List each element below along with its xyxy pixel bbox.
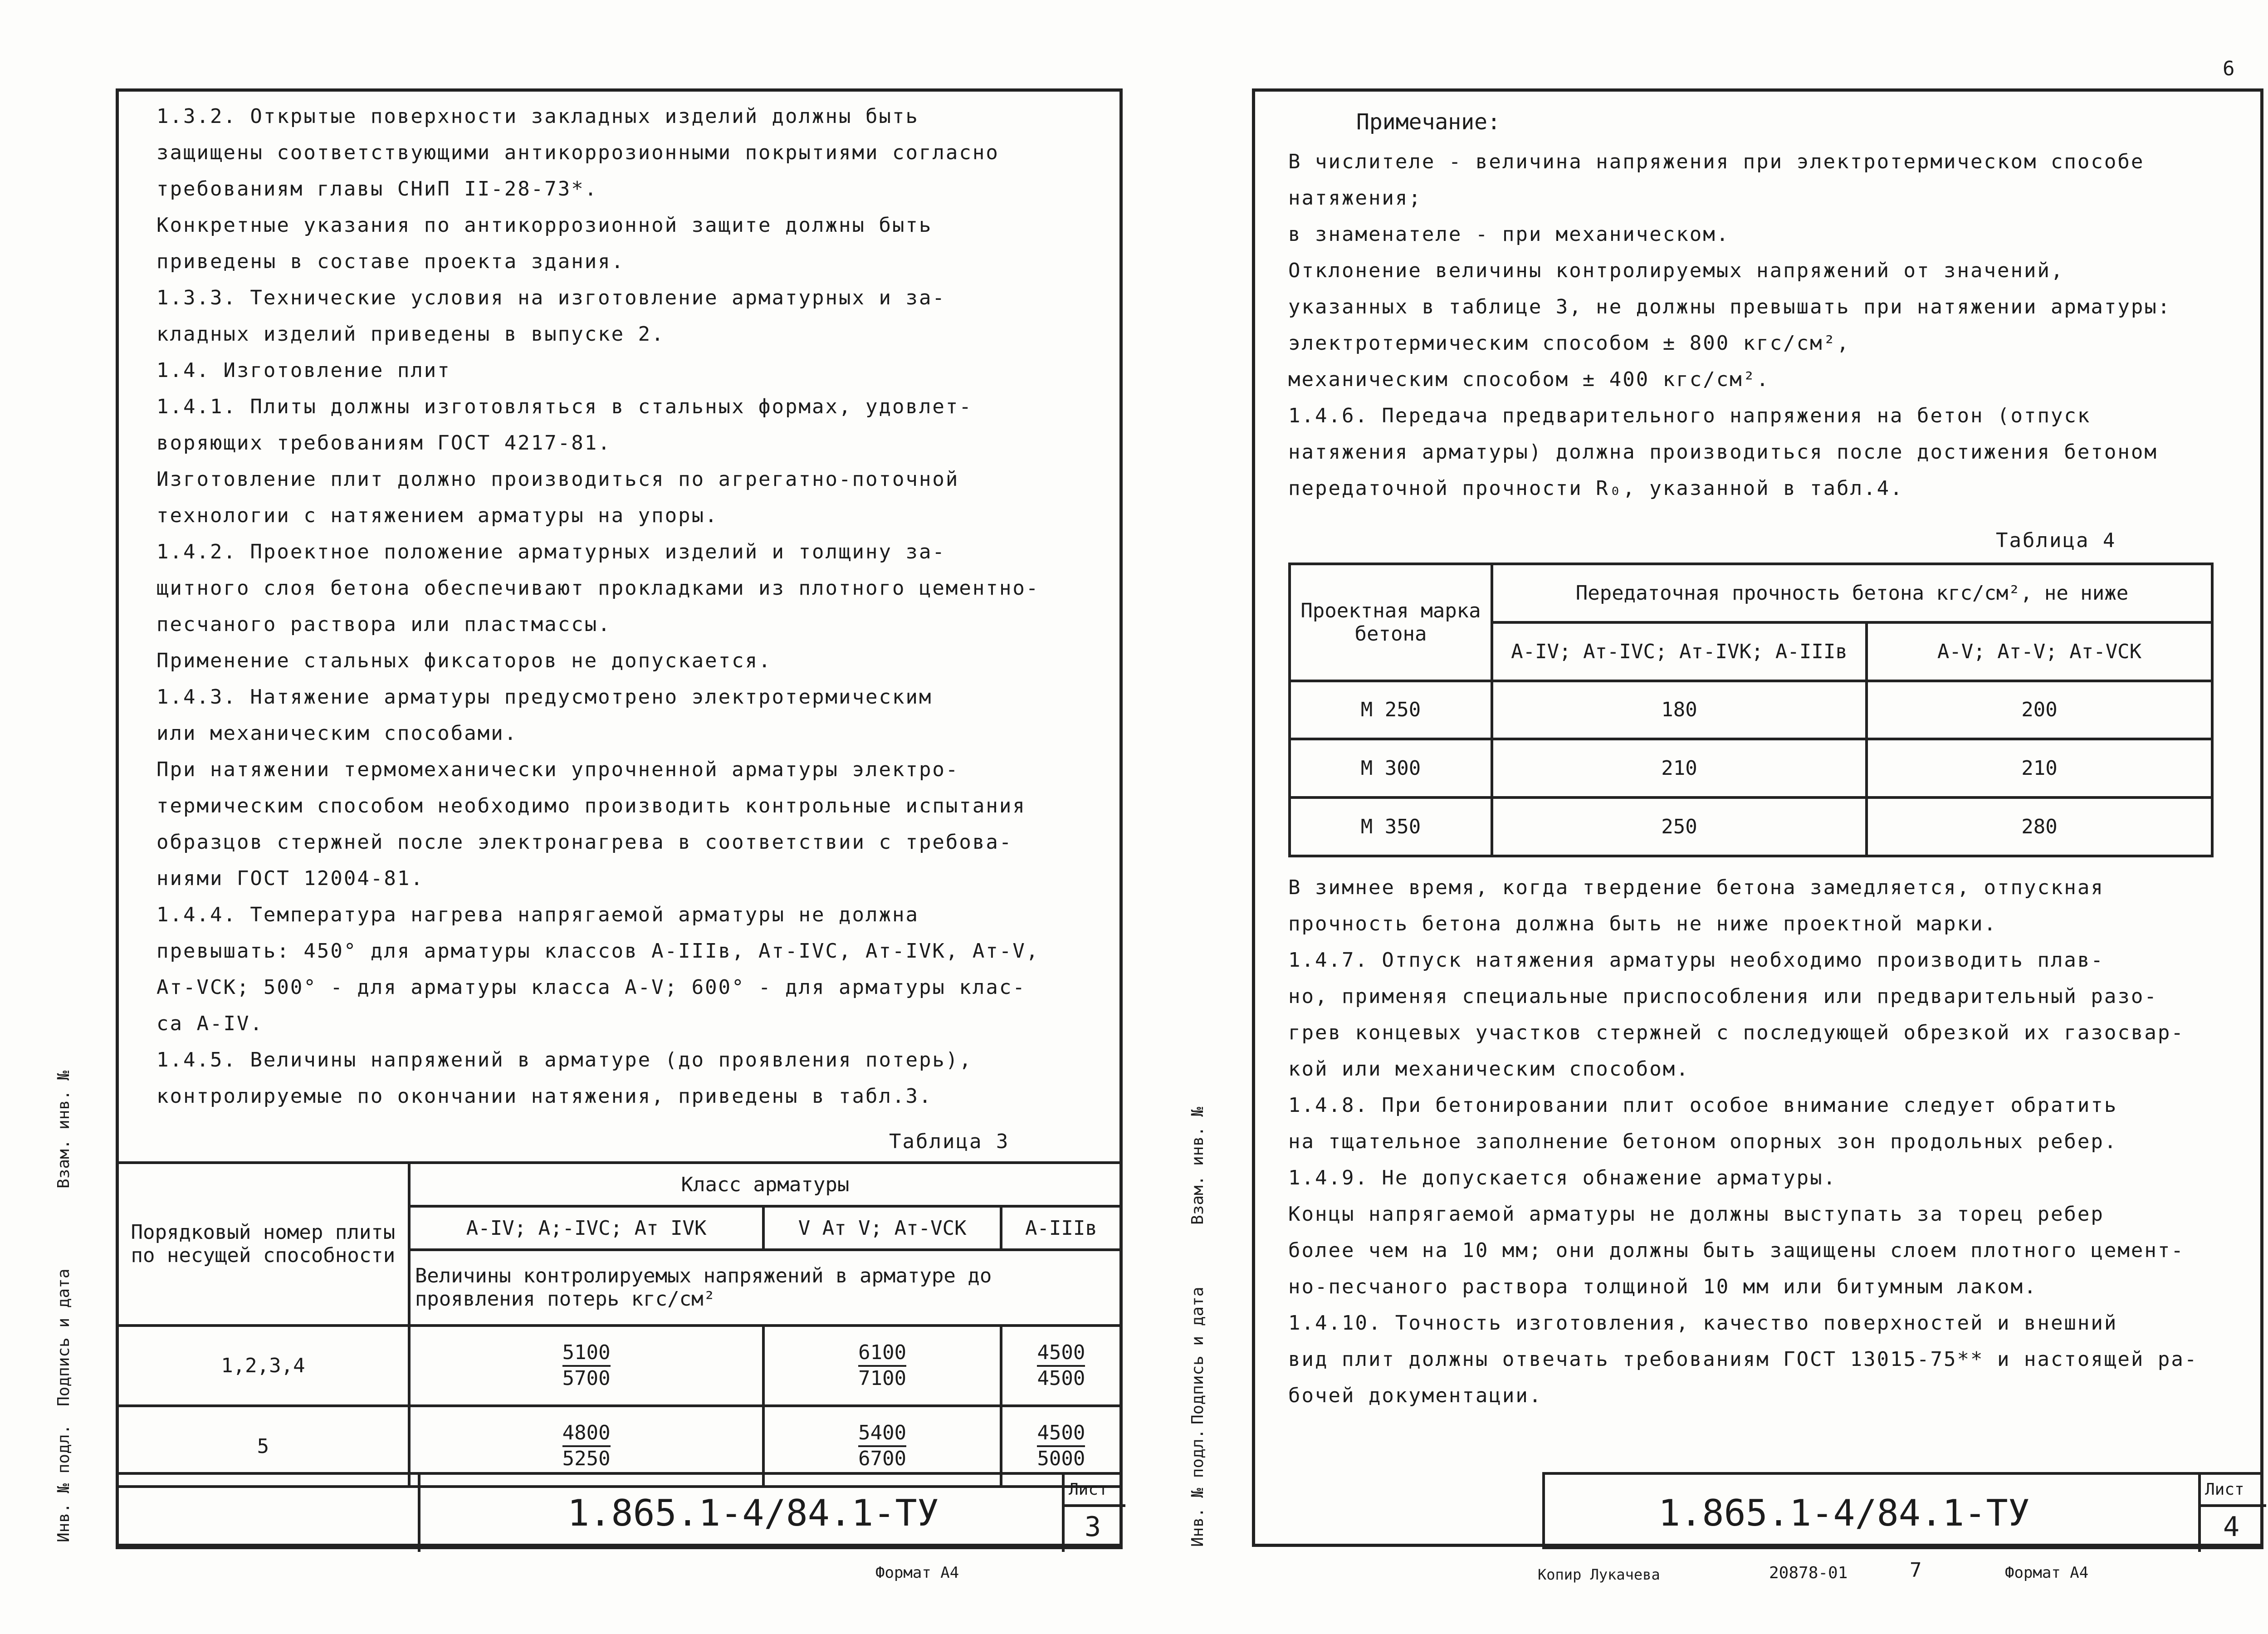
text-line: механическим способом ± 400 кгс/см². <box>1288 368 1770 391</box>
right-side-label-3: Инв. № подл. <box>1188 1429 1207 1547</box>
table4-sub1: А-IV; Ат-IVС; Ат-IVК; А-IIIв <box>1492 622 1867 681</box>
table4-row3-m: М 350 <box>1290 797 1492 856</box>
text-line: прочность бетона должна быть не ниже проектной марки. <box>1288 912 1997 935</box>
table3-sub2: V Ат V; Ат-VСК <box>763 1206 1001 1250</box>
table4-row3-b: 280 <box>1867 797 2212 856</box>
text-line: технологии с натяжением арматуры на упоры. <box>156 504 719 527</box>
left-format: Формат А4 <box>875 1564 959 1582</box>
table3-row1-a: $\frac{5100}{5700}$ <box>409 1326 764 1406</box>
table3-row1-num: 1,2,3,4 <box>117 1326 409 1406</box>
text-line: превышать: 450° для арматуры классов А-IIIв, Ат-IVС, Ат-IVК, Ат-V, <box>156 939 1040 963</box>
table4-row1-a: 180 <box>1492 681 1867 739</box>
text-line: в знаменателе - при механическом. <box>1288 223 1730 246</box>
text-line: натяжения арматуры) должна производиться после достижения бетоном <box>1288 440 2158 464</box>
right-note-title: Примечание: <box>1356 109 1501 135</box>
right-footer-num: 7 <box>1910 1559 1922 1582</box>
table3-row2-c: $\frac{4500}{5000}$ <box>1001 1406 1121 1487</box>
text-line: 1.4. Изготовление плит <box>156 359 451 382</box>
left-stamp-sheet-label: Лист <box>1069 1480 1108 1499</box>
text-line: щитного слоя бетона обеспечивают прокладками из плотного цементно- <box>156 577 1040 600</box>
text-line: 1.4.2. Проектное положение арматурных изделий и толщину за- <box>156 540 946 563</box>
table3-sub1: А-IV; А;-IVС; Ат IVК <box>409 1206 764 1250</box>
table3-sub3: А-IIIв <box>1001 1206 1121 1250</box>
table4-row1-m: М 250 <box>1290 681 1492 739</box>
table4-row3-a: 250 <box>1492 797 1867 856</box>
table4-row2-m: М 300 <box>1290 739 1492 797</box>
table-row <box>1290 797 2212 856</box>
table3-row1-c: $\frac{4500}{4500}$ <box>1001 1326 1121 1406</box>
table3-desc: Величины контролируемых напряжений в арматуре до проявления потерь кгс/см² <box>409 1250 1121 1326</box>
text-line: контролируемые по окончании натяжения, приведены в табл.3. <box>156 1085 933 1108</box>
right-top-mark: 6 <box>2223 57 2235 80</box>
right-stamp-sheet-label: Лист <box>2205 1480 2244 1499</box>
text-line: 1.3.2. Открытые поверхности закладных изделий должны быть <box>156 105 919 128</box>
text-line: 1.4.9. Не допускается обнажение арматуры. <box>1288 1166 1837 1189</box>
right-side-label-2: Подпись и дата <box>1188 1287 1207 1424</box>
table-4 <box>1288 563 2214 857</box>
table4-sub2: А-V; Ат-V; Ат-VСК <box>1867 622 2212 681</box>
right-side-label-1: Взам. инв. № <box>1188 1106 1207 1225</box>
text-line: на тщательное заполнение бетоном опорных зон продольных ребер. <box>1288 1130 2118 1153</box>
right-stamp-code: 1.865.1-4/84.1-ТУ <box>1658 1492 2030 1534</box>
table-row <box>1290 681 2212 739</box>
left-side-label-2: Подпись и дата <box>54 1268 73 1406</box>
table4-row2-a: 210 <box>1492 739 1867 797</box>
text-line: 1.3.3. Технические условия на изготовление арматурных и за- <box>156 286 946 309</box>
left-side-label-1: Взам. инв. № <box>54 1070 73 1189</box>
text-line: ниями ГОСТ 12004-81. <box>156 867 424 890</box>
text-line: Изготовление плит должно производиться по агрегатно-поточной <box>156 468 959 491</box>
text-line: 1.4.8. При бетонировании плит особое внимание следует обратить <box>1288 1094 2118 1117</box>
text-line: но-песчаного раствора толщиной 10 мм или битумным лаком. <box>1288 1275 2038 1298</box>
left-stamp-sheet-num: 3 <box>1085 1511 1101 1543</box>
text-line: кладных изделий приведены в выпуске 2. <box>156 323 665 346</box>
table4-row2-b: 210 <box>1867 739 2212 797</box>
table3-row2-num: 5 <box>117 1406 409 1487</box>
right-stamp <box>1542 1472 2263 1549</box>
text-line: требованиям главы СНиП II-28-73*. <box>156 177 598 201</box>
text-line: передаточной прочности R₀, указанной в табл.4. <box>1288 477 1904 500</box>
table3-caption: Таблица 3 <box>889 1130 1010 1153</box>
text-line: Применение стальных фиксаторов не допускается. <box>156 649 772 672</box>
table3-row1-b: $\frac{6100}{7100}$ <box>763 1326 1001 1406</box>
table4-caption: Таблица 4 <box>1996 529 2116 552</box>
text-line: 1.4.7. Отпуск натяжения арматуры необходимо производить плав- <box>1288 949 2104 972</box>
text-line: песчаного раствора или пластмассы. <box>156 613 611 636</box>
text-line: но, применяя специальные приспособления или предварительный разо- <box>1288 985 2158 1008</box>
text-line: указанных в таблице 3, не должны превышать при натяжении арматуры: <box>1288 295 2171 318</box>
text-line: приведены в составе проекта здания. <box>156 250 625 273</box>
table-3 <box>116 1161 1123 1488</box>
text-line: образцов стержней после электронагрева в соответствии с требова- <box>156 831 1013 854</box>
table3-class-header: Класс арматуры <box>409 1163 1121 1206</box>
text-line: 1.4.5. Величины напряжений в арматуре (до проявления потерь), <box>156 1048 973 1071</box>
table3-col1-header: Порядковый номер плиты по несущей способности <box>117 1163 409 1326</box>
right-footer-mid: 20878-01 <box>1769 1564 1848 1582</box>
table-row <box>1290 739 2212 797</box>
text-line: термическим способом необходимо производить контрольные испытания <box>156 794 1026 817</box>
text-line: 1.4.6. Передача предварительного напряжения на бетон (отпуск <box>1288 404 2091 427</box>
table4-col1-header: Проектная марка бетона <box>1290 564 1492 681</box>
text-line: кой или механическим способом. <box>1288 1057 1690 1081</box>
text-line: В зимнее время, когда твердение бетона замедляется, отпускная <box>1288 876 2104 899</box>
text-line: бочей документации. <box>1288 1384 1543 1407</box>
text-line: Концы напрягаемой арматуры не должны выступать за торец ребер <box>1288 1203 2104 1226</box>
text-line: 1.4.4. Температура нагрева напрягаемой арматуры не должна <box>156 903 919 926</box>
text-line: Отклонение величины контролируемых напряжений от значений, <box>1288 259 2064 282</box>
table-row <box>117 1326 1121 1406</box>
text-line: Ат-VСК; 500° - для арматуры класса А-V; 600° - для арматуры клас- <box>156 976 1026 999</box>
text-line: 1.4.3. Натяжение арматуры предусмотрено электротермическим <box>156 685 933 709</box>
text-line: При натяжении термомеханически упрочненной арматуры электро- <box>156 758 959 781</box>
table3-row2-a: $\frac{4800}{5250}$ <box>409 1406 764 1487</box>
table4-main-header: Передаточная прочность бетона кгс/см², не ниже <box>1492 564 2212 622</box>
right-format: Формат А4 <box>2005 1564 2089 1582</box>
left-stamp <box>116 1472 1123 1549</box>
text-line: са А-IV. <box>156 1012 264 1035</box>
text-line: электротермическим способом ± 800 кгс/см², <box>1288 332 1850 355</box>
table3-row2-b: $\frac{5400}{6700}$ <box>763 1406 1001 1487</box>
text-line: более чем на 10 мм; они должны быть защищены слоем плотного цемент- <box>1288 1239 2185 1262</box>
text-line: 1.4.1. Плиты должны изготовляться в стальных формах, удовлет- <box>156 395 973 418</box>
text-line: или механическим способами. <box>156 722 518 745</box>
left-stamp-code: 1.865.1-4/84.1-ТУ <box>567 1492 939 1534</box>
text-line: защищены соответствующими антикоррозионными покрытиями согласно <box>156 141 999 164</box>
text-line: В числителе - величина напряжения при электротермическом способе <box>1288 150 2145 173</box>
text-line: Конкретные указания по антикоррозионной защите должны быть <box>156 214 933 237</box>
left-side-label-3: Инв. № подл. <box>54 1424 73 1542</box>
right-stamp-sheet-num: 4 <box>2223 1511 2240 1543</box>
text-line: воряющих требованиям ГОСТ 4217-81. <box>156 431 611 455</box>
text-line: вид плит должны отвечать требованиям ГОСТ 13015-75** и настоящей ра- <box>1288 1348 2198 1371</box>
text-line: 1.4.10. Точность изготовления, качество поверхностей и внешний <box>1288 1311 2118 1335</box>
text-line: натяжения; <box>1288 186 1422 210</box>
text-line: грев концевых участков стержней с последующей обрезкой их газосвар- <box>1288 1021 2185 1044</box>
table4-row1-b: 200 <box>1867 681 2212 739</box>
right-footer-left: Копир Лукачева <box>1538 1566 1660 1583</box>
